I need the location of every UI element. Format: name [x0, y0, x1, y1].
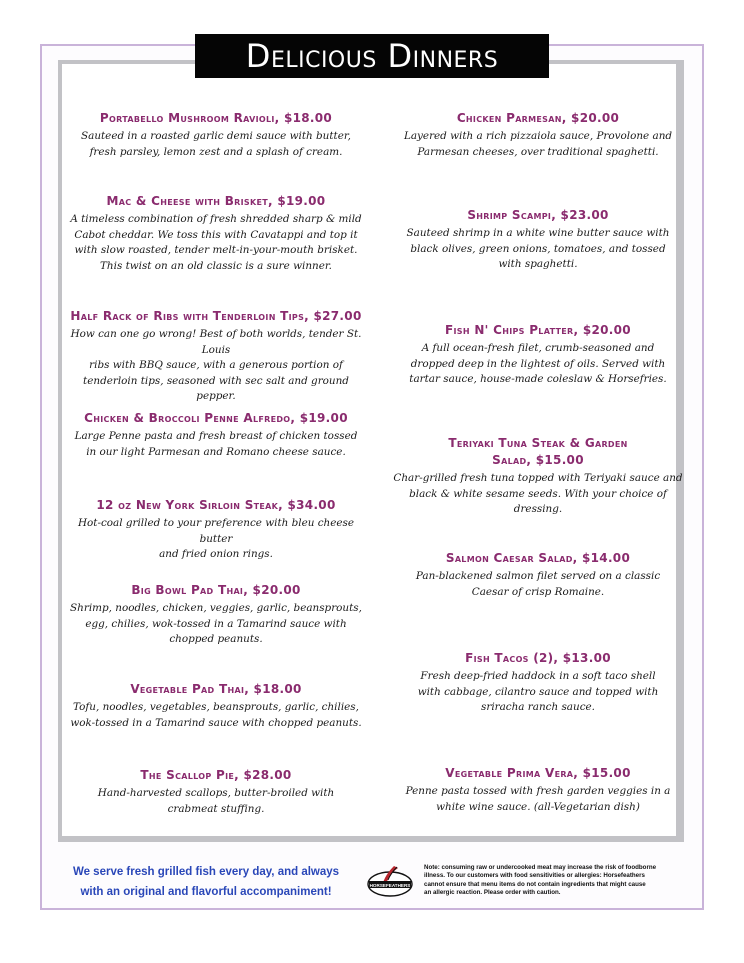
menu-title: Delicious Dinners [195, 34, 549, 78]
desc-line: Parmesan cheeses, over traditional spaghetti. [417, 145, 659, 158]
desc-line: chopped peanuts. [169, 633, 263, 645]
menu-item-teriyaki-tuna [388, 435, 688, 518]
desc-line: in our light Parmesan and Romano cheese sauce. [86, 445, 346, 458]
menu-item-ribs-tenderloin [66, 308, 366, 405]
item-description [388, 569, 688, 600]
desc-line: Tofu, noodles, vegetables, beansprouts, garlic, chilies, [73, 701, 359, 713]
desc-line: wok-tossed in a Tamarind sauce with chopped peanuts. [70, 716, 362, 729]
item-name: Half Rack of Ribs with Tenderloin Tips, $27.00 [70, 309, 362, 323]
desc-line: crabmeat stuffing. [167, 802, 265, 815]
item-name: Shrimp Scampi, $23.00 [467, 208, 609, 222]
desc-line: This twist on an old classic is a sure winner. [100, 259, 332, 272]
item-description [66, 429, 366, 460]
desc-line: ribs with BBQ sauce, with a generous portion of [89, 359, 343, 371]
menu-item-fish-tacos [388, 650, 688, 716]
item-description [388, 669, 688, 716]
item-name: Salmon Caesar Salad, $14.00 [445, 551, 631, 565]
menu-item-fish-n-chips [388, 322, 688, 388]
desc-line: black & white sesame seeds. With your choice of dressing. [409, 487, 667, 515]
item-description [388, 471, 688, 518]
item-description [66, 601, 366, 648]
item-description [388, 226, 688, 273]
menu-item-portabello-ravioli [66, 110, 366, 160]
menu-item-scallop-pie [66, 767, 366, 817]
notice-line: illness. To our customers with food sensitivities or allergies: Horsefeathers [424, 872, 645, 880]
item-description [66, 786, 366, 817]
desc-line: Sauteed shrimp in a white wine butter sauce with [406, 227, 670, 239]
menu-item-vegetable-prima-vera [388, 765, 688, 815]
menu-item-mac-cheese-brisket [66, 193, 366, 274]
desc-line: with slow roasted, tender melt-in-your-mouth brisket. [74, 244, 358, 256]
desc-line: with spaghetti. [498, 258, 578, 270]
desc-line: egg, chilies, wok-tossed in a Tamarind sauce with [85, 617, 347, 630]
menu-item-chicken-broccoli-alfredo [66, 410, 366, 460]
allergy-notice [424, 864, 664, 898]
desc-line: dropped deep in the lightest of oils. Served with [410, 357, 666, 370]
menu-item-salmon-caesar [388, 550, 688, 600]
logo-icon [364, 862, 416, 902]
item-name: Fish Tacos (2), $13.00 [465, 651, 611, 665]
item-description [66, 212, 366, 274]
item-description [66, 129, 366, 160]
desc-line: black olives, green onions, tomatoes, and tossed [410, 242, 666, 255]
desc-line: Penne pasta tossed with fresh garden veggies in a [405, 785, 671, 797]
item-name: Chicken Parmesan, $20.00 [456, 111, 620, 125]
desc-line: and fried onion rings. [159, 548, 273, 560]
notice-line: cannot ensure that menu items do not contain ingredients that might cause [424, 880, 646, 888]
desc-line: Char-grilled fresh tuna topped with Teriyaki sauce and [393, 472, 683, 484]
svg-text:HORSEFEATHERS: HORSEFEATHERS [369, 883, 411, 888]
item-name [388, 435, 688, 469]
menu-item-vegetable-pad-thai [66, 681, 366, 731]
desc-line: Shrimp, noodles, chicken, veggies, garlic, beansprouts, [70, 602, 362, 614]
footer-message-line: We serve fresh grilled fish every day, and always [72, 866, 340, 878]
notice-line: Note: consuming raw or undercooked meat may increase the risk of foodborne [424, 864, 657, 871]
desc-line: white wine sauce. (all-Vegetarian dish) [436, 800, 640, 813]
desc-line: Sauteed in a roasted garlic demi sauce with butter, [81, 130, 351, 142]
footer-message-line: with an original and flavorful accompaniment! [80, 886, 332, 898]
notice-line: an allergic reaction. Please order with caution. [424, 889, 561, 897]
menu-item-sirloin-steak [66, 497, 366, 563]
desc-line: Cabot cheddar. We toss this with Cavatappi and top it [74, 228, 358, 241]
item-name-line: Teriyaki Tuna Steak & Garden [448, 436, 628, 450]
desc-line: Layered with a rich pizzaiola sauce, Provolone and [403, 130, 673, 142]
desc-line: How can one go wrong! Best of both worlds, tender St. Louis [70, 328, 362, 356]
item-name-line: Salad, $15.00 [492, 453, 584, 467]
item-name: Chicken & Broccoli Penne Alfredo, $19.00 [84, 411, 348, 425]
horsefeathers-logo [364, 862, 416, 902]
desc-line: Pan-blackened salmon filet served on a classic [415, 570, 661, 582]
menu-item-chicken-parmesan [388, 110, 688, 160]
item-name: Fish N' Chips Platter, $20.00 [445, 323, 631, 337]
item-name: The Scallop Pie, $28.00 [140, 768, 292, 782]
desc-line: Fresh deep-fried haddock in a soft taco shell [420, 670, 656, 682]
item-description [66, 327, 366, 405]
desc-line: fresh parsley, lemon zest and a splash of cream. [89, 145, 343, 158]
desc-line: Hot-coal grilled to your preference with bleu cheese butter [77, 517, 355, 545]
desc-line: Large Penne pasta and fresh breast of chicken tossed [74, 430, 358, 442]
desc-line: A timeless combination of fresh shredded sharp & mild [70, 213, 362, 225]
item-description [66, 700, 366, 731]
item-name: Portabello Mushroom Ravioli, $18.00 [99, 111, 333, 125]
menu-item-big-bowl-pad-thai [66, 582, 366, 648]
desc-line: Hand-harvested scallops, butter-broiled with [97, 787, 335, 799]
item-name: Vegetable Pad Thai, $18.00 [130, 682, 302, 696]
item-name: 12 oz New York Sirloin Steak, $34.00 [96, 498, 336, 512]
item-description [388, 784, 688, 815]
desc-line: with cabbage, cilantro sauce and topped with [417, 685, 659, 698]
item-description [388, 129, 688, 160]
desc-line: sriracha ranch sauce. [481, 701, 595, 713]
item-description [388, 341, 688, 388]
desc-line: tenderloin tips, seasoned with sec salt and ground pepper. [83, 374, 349, 402]
desc-line: A full ocean-fresh filet, crumb-seasoned and [421, 342, 655, 354]
item-description [66, 516, 366, 563]
item-name: Vegetable Prima Vera, $15.00 [445, 766, 631, 780]
desc-line: Caesar of crisp Romaine. [471, 585, 605, 598]
desc-line: tartar sauce, house-made coleslaw & Horsefries. [409, 373, 667, 385]
item-name: Big Bowl Pad Thai, $20.00 [131, 583, 301, 597]
footer-message [66, 862, 346, 902]
item-name: Mac & Cheese with Brisket, $19.00 [106, 194, 326, 208]
menu-item-shrimp-scampi [388, 207, 688, 273]
